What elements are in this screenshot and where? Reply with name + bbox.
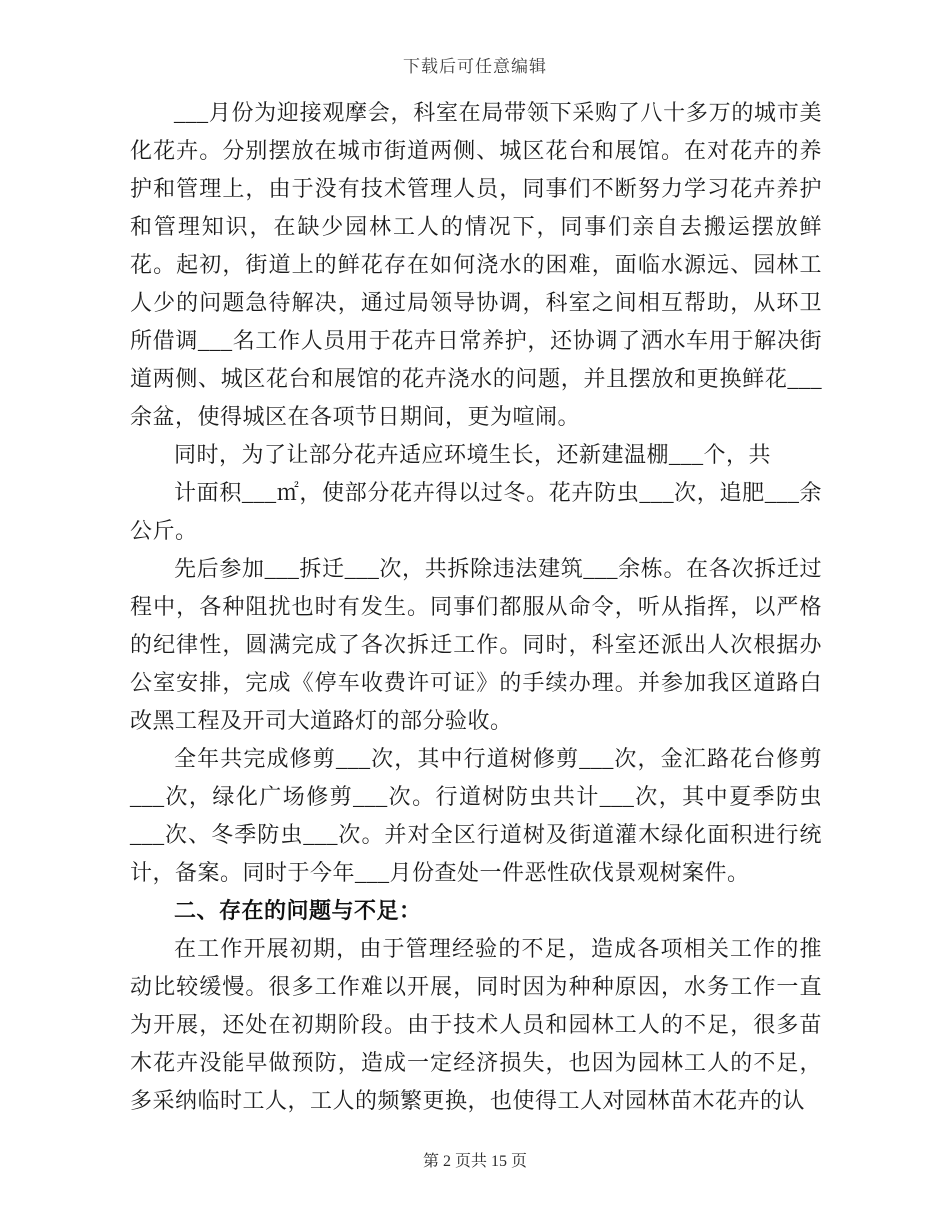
page-number-indicator: 第 2 页共 15 页	[422, 1153, 527, 1170]
paragraph-greenhouse-line1: 同时，为了让部分花卉适应环境生长，还新建温棚___个，共	[174, 442, 772, 467]
document-body	[130, 94, 822, 1120]
paragraph-problems: 在工作开展初期，由于管理经验的不足，造成各项相关工作的推动比较缓慢。很多工作难以开展，同时因为种种原因，水务工作一直为开展，还处在初期阶段。由于技术人员和园林工人的不足，很多苗木花卉没能早做预防，造成一定经济损失，也因为园林工人的不足，多采纳临时工人，工人的频繁更换，也使得工人对园林苗木花卉的认	[130, 936, 822, 1113]
paragraph-demolition: 先后参加___拆迁___次，共拆除违法建筑___余栋。在各次拆迁过程中，各种阻扰也时有发生。同事们都服从命令，听从指挥，以严格的纪律性，圆满完成了各次拆迁工作。同时，科室还派出人次根据办公室安排，完成《停车收费许可证》的手续办理。并参加我区道路白改黑工程及开司大道路灯的部分验收。	[130, 556, 822, 733]
section-heading-problems: 二、存在的问题与不足：	[174, 898, 422, 923]
page-header-note: 下载后可任意编辑	[403, 57, 547, 76]
paragraph-pruning-stats: 全年共完成修剪___次，其中行道树修剪___次，金汇路花台修剪___次，绿化广场修剪___次。行道树防虫共计___次，其中夏季防虫___次、冬季防虫___次。并对全区行道树及街道灌木绿化面积进行统计，备案。同时于今年___月份查处一件恶性砍伐景观树案件。	[130, 746, 822, 885]
paragraph-greenhouse-line2: 计面积___㎡，使部分花卉得以过冬。花卉防虫___次，追肥___余公斤。	[130, 480, 822, 543]
paragraph-flower-purchase: ___月份为迎接观摩会，科室在局带领下采购了八十多万的城市美化花卉。分别摆放在城市街道两侧、城区花台和展馆。在对花卉的养护和管理上，由于没有技术管理人员，同事们不断努力学习花卉养护和管理知识，在缺少园林工人的情况下，同事们亲自去搬运摆放鲜花。起初，街道上的鲜花存在如何浇水的困难，面临水源远、园林工人少的问题急待解决，通过局领导协调，科室之间相互帮助，从环卫所借调___名工作人员用于花卉日常养护，还协调了洒水车用于解决街道两侧、城区花台和展馆的花卉浇水的问题，并且摆放和更换鲜花___余盆，使得城区在各项节日期间，更为喧闹。	[130, 100, 822, 429]
